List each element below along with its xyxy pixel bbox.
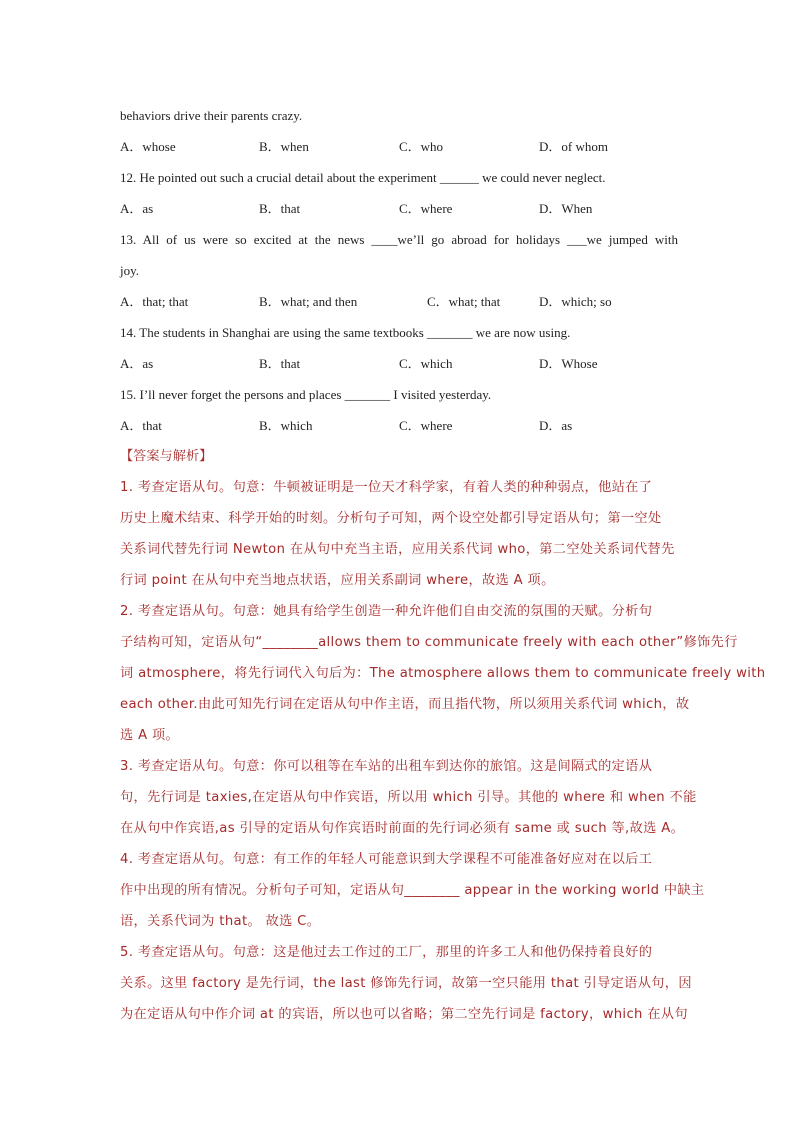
answer-line: 行词 point 在从句中充当地点状语，应用关系副词 where，故选 A 项。 [120, 573, 555, 588]
answer-line: 关系词代替先行词 Newton 在从句中充当主语，应用关系代词 who，第二空处关系词代替先 [120, 542, 675, 557]
q14-option-a: A．as [120, 356, 154, 371]
q13-stem-line2: joy. [120, 263, 140, 278]
q14-option-d: D．Whose [539, 356, 598, 371]
q15-option-b: B．which [259, 418, 313, 433]
answer-line: 语，关系代词为 that。 故选 C。 [120, 914, 321, 929]
answer-line: 5. 考查定语从句。句意：这是他过去工作过的工厂，那里的许多工人和他仍保持着良好的 [120, 945, 653, 960]
answer-line: 1. 考查定语从句。句意：牛顿被证明是一位天才科学家，有着人类的种种弱点，他站在了 [120, 480, 653, 495]
q14-option-c: C．which [399, 356, 453, 371]
q12-option-c: C．where [399, 201, 453, 216]
answer-line: 关系。这里 factory 是先行词，the last 修饰先行词，故第一空只能用 that 引导定语从句，因 [120, 976, 692, 991]
q15-option-a: A．that [120, 418, 162, 433]
q11-option-d: D．of whom [539, 139, 608, 154]
q13-stem-line1: 13. All of us were so excited at the news ____we’ll go abroad for holidays ___we jumped with [120, 232, 678, 247]
q14-option-b: B．that [259, 356, 301, 371]
q11-options [120, 131, 678, 162]
answer-line: 子结构可知，定语从句“________allows them to communicate freely with each other”修饰先行 [120, 635, 738, 650]
q13-option-c: C．what; that [427, 294, 501, 309]
q15-stem: 15. I’ll never forget the persons and places _______ I visited yesterday. [120, 387, 492, 402]
answer-line: 历史上魔术结束、科学开始的时刻。分析句子可知，两个设空处都引导定语从句；第一空处 [120, 511, 662, 526]
q12-option-a: A．as [120, 201, 154, 216]
answers-heading: 【答案与解析】 [120, 449, 213, 464]
answer-line: 为在定语从句中作介词 at 的宾语，所以也可以省略；第二空先行词是 factory，which 在从句 [120, 1007, 688, 1022]
answer-line: 4. 考查定语从句。句意：有工作的年轻人可能意识到大学课程不可能准备好应对在以后工 [120, 852, 653, 867]
answer-line: 作中出现的所有情况。分析句子可知，定语从句________ appear in the working world 中缺主 [120, 883, 705, 898]
q15-option-d: D．as [539, 418, 573, 433]
q15-option-c: C．where [399, 418, 453, 433]
answer-line: 在从句中作宾语,as 引导的定语从句作宾语时前面的先行词必须有 same 或 such 等,故选 A。 [120, 821, 685, 836]
q12-option-d: D．When [539, 201, 593, 216]
q13-option-b: B．what; and then [259, 294, 358, 309]
q12-option-b: B．that [259, 201, 301, 216]
q11-option-a: A．whose [120, 139, 176, 154]
answer-line: 3. 考查定语从句。句意：你可以租等在车站的出租车到达你的旅馆。这是间隔式的定语从 [120, 759, 653, 774]
answer-line: 选 A 项。 [120, 728, 180, 743]
answer-line: each other.由此可知先行词在定语从句中作主语，而且指代物，所以须用关系代词 which，故 [120, 697, 690, 712]
q12-stem: 12. He pointed out such a crucial detail about the experiment ______ we could never neglect. [120, 170, 606, 185]
answer-line: 词 atmosphere，将先行词代入句后为：The atmosphere allows them to communicate freely with [120, 666, 766, 681]
answer-line: 句，先行词是 taxies,在定语从句中作宾语，所以用 which 引导。其他的 where 和 when 不能 [120, 790, 697, 805]
q11-stem-tail: behaviors drive their parents crazy. [120, 108, 303, 123]
q13-options [120, 286, 678, 317]
q15-options [120, 410, 678, 441]
q13-option-a: A．that; that [120, 294, 189, 309]
q12-options [120, 193, 678, 224]
q11-option-c: C．who [399, 139, 444, 154]
answer-line: 2. 考查定语从句。句意：她具有给学生创造一种允许他们自由交流的氛围的天赋。分析句 [120, 604, 653, 619]
q13-option-d: D．which; so [539, 294, 612, 309]
page-content [120, 100, 766, 1030]
q11-option-b: B．when [259, 139, 309, 154]
q14-stem: 14. The students in Shanghai are using the same textbooks _______ we are now using. [120, 325, 571, 340]
q14-options [120, 348, 678, 379]
